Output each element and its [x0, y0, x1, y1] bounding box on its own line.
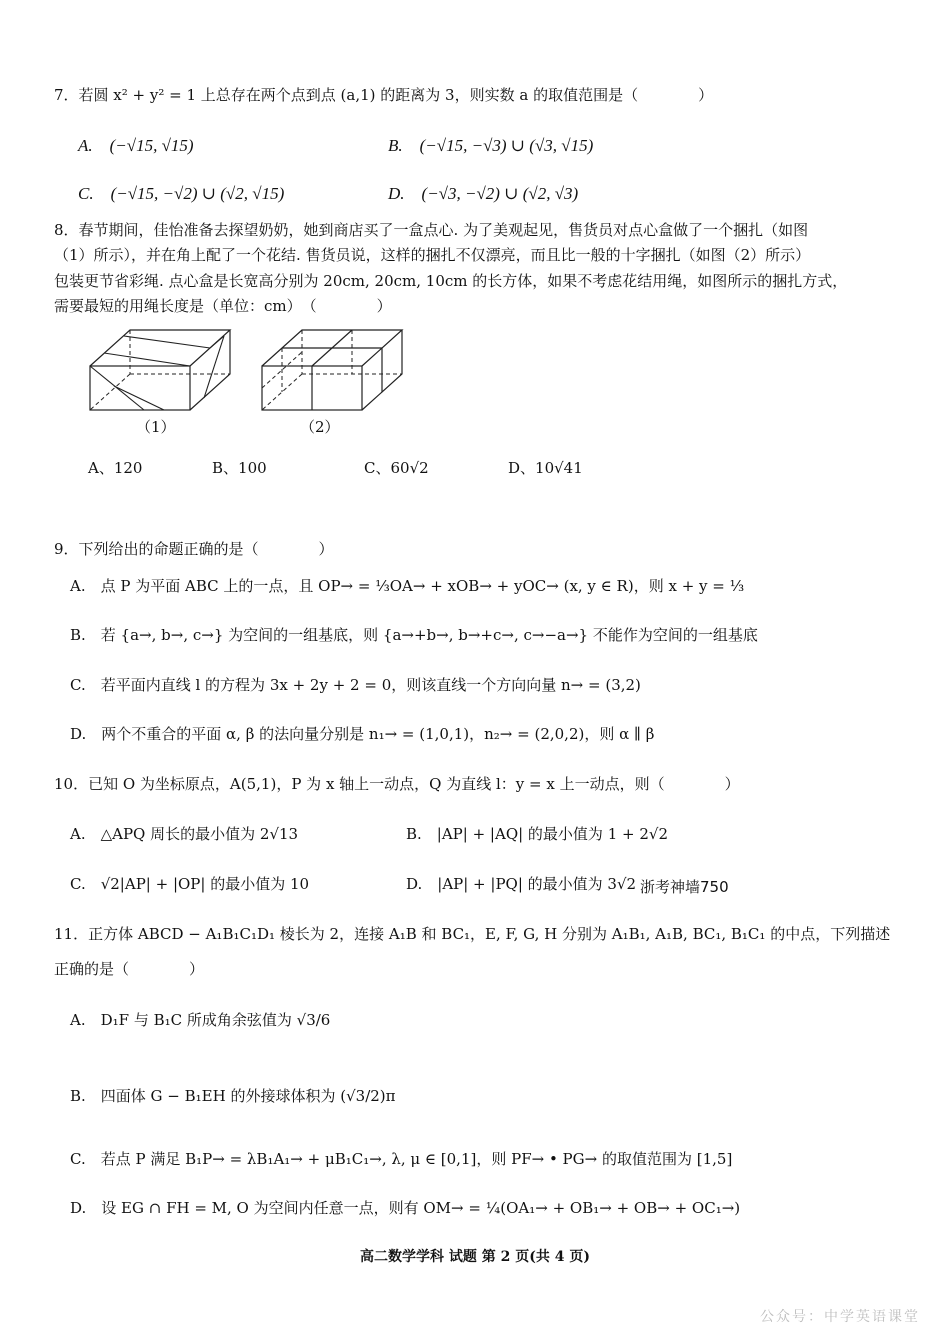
watermark: 公众号：中学英语课堂 — [760, 1309, 920, 1325]
q11-option-d: D. 设 EG ∩ FH = M, O 为空间内任意一点，则有 OM→ = ¼(OA₁→ + OB₁→ + OB→ + OC₁→) — [70, 1199, 741, 1217]
q10-option-d: D. |AP| + |PQ| 的最小值为 3√2 — [406, 875, 637, 893]
fig1-label: （1） — [136, 418, 176, 436]
box-figure-2 — [256, 326, 416, 416]
q9-option-a: A. 点 P 为平面 ABC 上的一点，且 OP→ = ⅓OA→ + xOB→ + yOC→ (x, y ∈ R)，则 x + y = ⅓ — [70, 577, 745, 595]
q10-option-b: B. |AP| + |AQ| 的最小值为 1 + 2√2 — [406, 825, 668, 843]
q11-option-a: A. D₁F 与 B₁C 所成角余弦值为 √3/6 — [70, 1011, 331, 1029]
q9-stem: 9．下列给出的命题正确的是（ ） — [54, 540, 334, 558]
q10-option-c: C. √2|AP| + |OP| 的最小值为 10 — [70, 875, 310, 893]
stamp-text: 浙考神墙750 — [640, 878, 729, 896]
q9-option-c: C. 若平面内直线 l 的方程为 3x + 2y + 2 = 0，则该直线一个方向向量 n→ = (3,2) — [70, 676, 641, 694]
q8-option-d: D、10√41 — [508, 459, 583, 477]
page-footer: 高二数学学科 试题 第 2 页(共 4 页) — [360, 1249, 590, 1265]
q7-option-b: B. (−√15, −√3) ∪ (√3, √15) — [388, 136, 594, 155]
box-figure-1 — [84, 326, 244, 416]
q7-option-d: D. (−√3, −√2) ∪ (√2, √3) — [388, 184, 579, 203]
q8-line-3: 包装更节省彩绳. 点心盒是长宽高分别为 20cm, 20cm, 10cm 的长方体，如果不考虑花结用绳，如图所示的捆扎方式， — [54, 272, 848, 290]
q11-line-2: 正确的是（ ） — [54, 960, 205, 978]
q8-line-2: （1）所示），并在角上配了一个花结. 售货员说，这样的捆扎不仅漂亮，而且比一般的十字捆扎（如图（2）所示） — [54, 246, 811, 264]
q7-stem: 7．若圆 x² + y² = 1 上总存在两个点到点 (a,1) 的距离为 3，则实数 a 的取值范围是（ ） — [54, 86, 714, 104]
fig2-label: （2） — [300, 418, 340, 436]
q7-option-c: C. (−√15, −√2) ∪ (√2, √15) — [78, 184, 285, 203]
q7-option-a: A. (−√15, √15) — [78, 136, 194, 155]
q8-line-4: 需要最短的用绳长度是（单位：cm） （ ） — [54, 297, 392, 315]
q8-option-a: A、120 — [88, 459, 143, 477]
q10-option-a: A. △APQ 周长的最小值为 2√13 — [70, 825, 299, 843]
q10-stem: 10．已知 O 为坐标原点，A(5,1)，P 为 x 轴上一动点，Q 为直线 l：y = x 上一动点，则（ ） — [54, 775, 740, 793]
q11-option-c: C. 若点 P 满足 B₁P→ = λB₁A₁→ + μB₁C₁→, λ, μ ∈ [0,1]，则 PF→ • PG→ 的取值范围为 [1,5] — [70, 1150, 733, 1168]
q11-option-b: B. 四面体 G − B₁EH 的外接球体积为 (√3/2)π — [70, 1087, 396, 1105]
q8-option-c: C、60√2 — [364, 459, 429, 477]
q11-line-1: 11．正方体 ABCD − A₁B₁C₁D₁ 棱长为 2，连接 A₁B 和 BC₁，E, F, G, H 分别为 A₁B₁, A₁B, BC₁, B₁C₁ 的中点，下列描述 — [54, 925, 891, 943]
q8-option-b: B、100 — [212, 459, 267, 477]
q9-option-b: B. 若 {a→, b→, c→} 为空间的一组基底，则 {a→+b→, b→+c→, c→−a→} 不能作为空间的一组基底 — [70, 626, 758, 644]
q9-option-d: D. 两个不重合的平面 α, β 的法向量分别是 n₁→ = (1,0,1)，n₂→ = (2,0,2)，则 α ∥ β — [70, 725, 655, 743]
q8-line-1: 8．春节期间，佳怡准备去探望奶奶，她到商店买了一盒点心. 为了美观起见，售货员对点心盒做了一个捆扎（如图 — [54, 221, 809, 239]
